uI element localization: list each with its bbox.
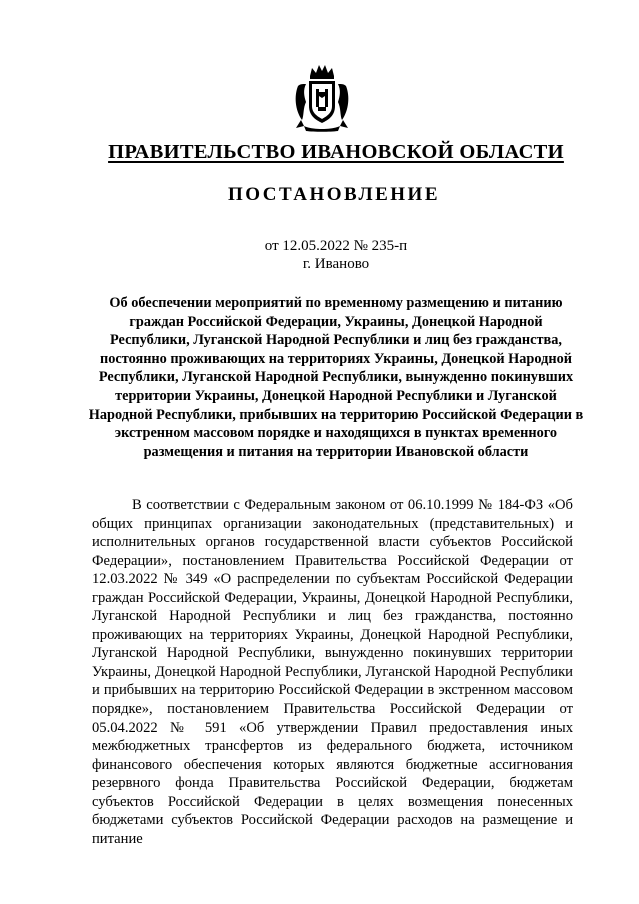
- document-date-number: от 12.05.2022 № 235-п: [264, 238, 408, 254]
- coat-of-arms-icon: [292, 62, 352, 132]
- document-city: г. Иваново: [302, 256, 370, 272]
- document-subject: Об обеспечении мероприятий по временному размещению и питанию граждан Российской Федерации, Украины, Донецкой Народной Республики, Луганской Народной Республики и лиц без гражданства, постоянно проживающих на территориях Украины, Донецкой Народной Республики, Луганской Народной Республики, вынужденно покинувших территории Украины, Донецкой Народной Республики и Луганской Народной Республики, прибывших на территорию Российской Федерации в экстренном массовом порядке и находящихся в пунктах временного размещения и питания на территории Ивановской области: [88, 295, 584, 460]
- organization-title: ПРАВИТЕЛЬСТВО ИВАНОВСКОЙ ОБЛАСТИ: [108, 141, 564, 163]
- document-type-heading: ПОСТАНОВЛЕНИЕ: [227, 184, 441, 205]
- body-paragraph: В соответствии с Федеральным законом от 06.10.1999 № 184-ФЗ «Об общих принципах организации законодательных (представительных) и исполнительных органов государственной власти субъектов Российской Федерации», постановлением Правительства Российской Федерации от 12.03.2022 № 349 «О распределении по субъектам Российской Федерации граждан Российской Федерации, Украины, Донецкой Народной Республики, Луганской Народной Республики и лиц без гражданства, постоянно проживающих на территориях Украины, Донецкой Народной Республики, Луганской Народной Республики, вынужденно покинувших территории Украины, Донецкой Народной Республики, Луганской Народной Республики и прибывших на территорию Российской Федерации в экстренном массовом порядке», постановлением Правительства Российской Федерации от 05.04.2022 № 591 «Об утверждении Правил предоставления иных межбюджетных трансфертов из федерального бюджета, источником финансового обеспечения которых являются бюджетные ассигнования резервного фонда Правительства Российской Федерации, бюджетам субъектов Российской Федерации в целях возмещения понесенных бюджетами субъектов Российской Федерации расходов на размещение и питание: [92, 497, 573, 847]
